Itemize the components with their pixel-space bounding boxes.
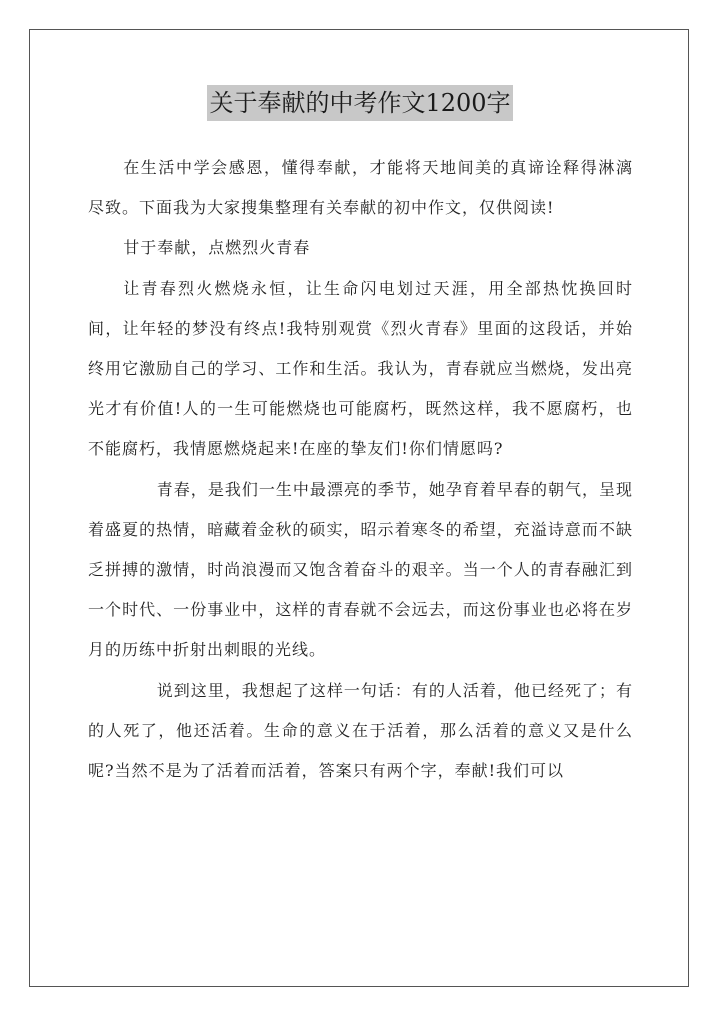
paragraph-youth-season: 青春，是我们一生中最漂亮的季节，她孕育着早春的朝气，呈现着盛夏的热情，暗藏着金秋的硕实，昭示着寒冬的希望，充溢诗意而不缺乏拼搏的激情，时尚浪漫而又饱含着奋斗的艰辛。当一个人的青春融汇到一个时代、一份事业中，这样的青春就不会远去，而这份事业也必将在岁月的历练中折射出刺眼的光线。 [88,479,633,660]
document-title: 关于奉献的中考作文1200字 [207,85,512,121]
paragraph-intro: 在生活中学会感恩，懂得奉献，才能将天地间美的真谛诠释得淋漓尽致。下面我为大家搜集整理有关奉献的初中作文，仅供阅读! [88,158,633,218]
paragraph-subtitle: 甘于奉献，点燃烈火青春 [123,238,311,258]
document-body [88,148,633,791]
paragraph-burning-youth: 让青春烈火燃烧永恒，让生命闪电划过天涯，用全部热忱换回时间，让年轻的梦没有终点!我特别观赏《烈火青春》里面的这段话，并始终用它激励自己的学习、工作和生活。我认为，青春就应当燃烧，发出亮光才有价值!人的一生可能燃烧也可能腐朽，既然这样，我不愿腐朽，也不能腐朽，我情愿燃烧起来!在座的挚友们!你们情愿吗? [88,278,633,459]
title-container [0,85,720,121]
paragraph-meaning-of-life: 说到这里，我想起了这样一句话：有的人活着，他已经死了；有的人死了，他还活着。生命的意义在于活着，那么活着的意义又是什么呢?当然不是为了活着而活着，答案只有两个字，奉献!我们可以 [88,680,633,781]
